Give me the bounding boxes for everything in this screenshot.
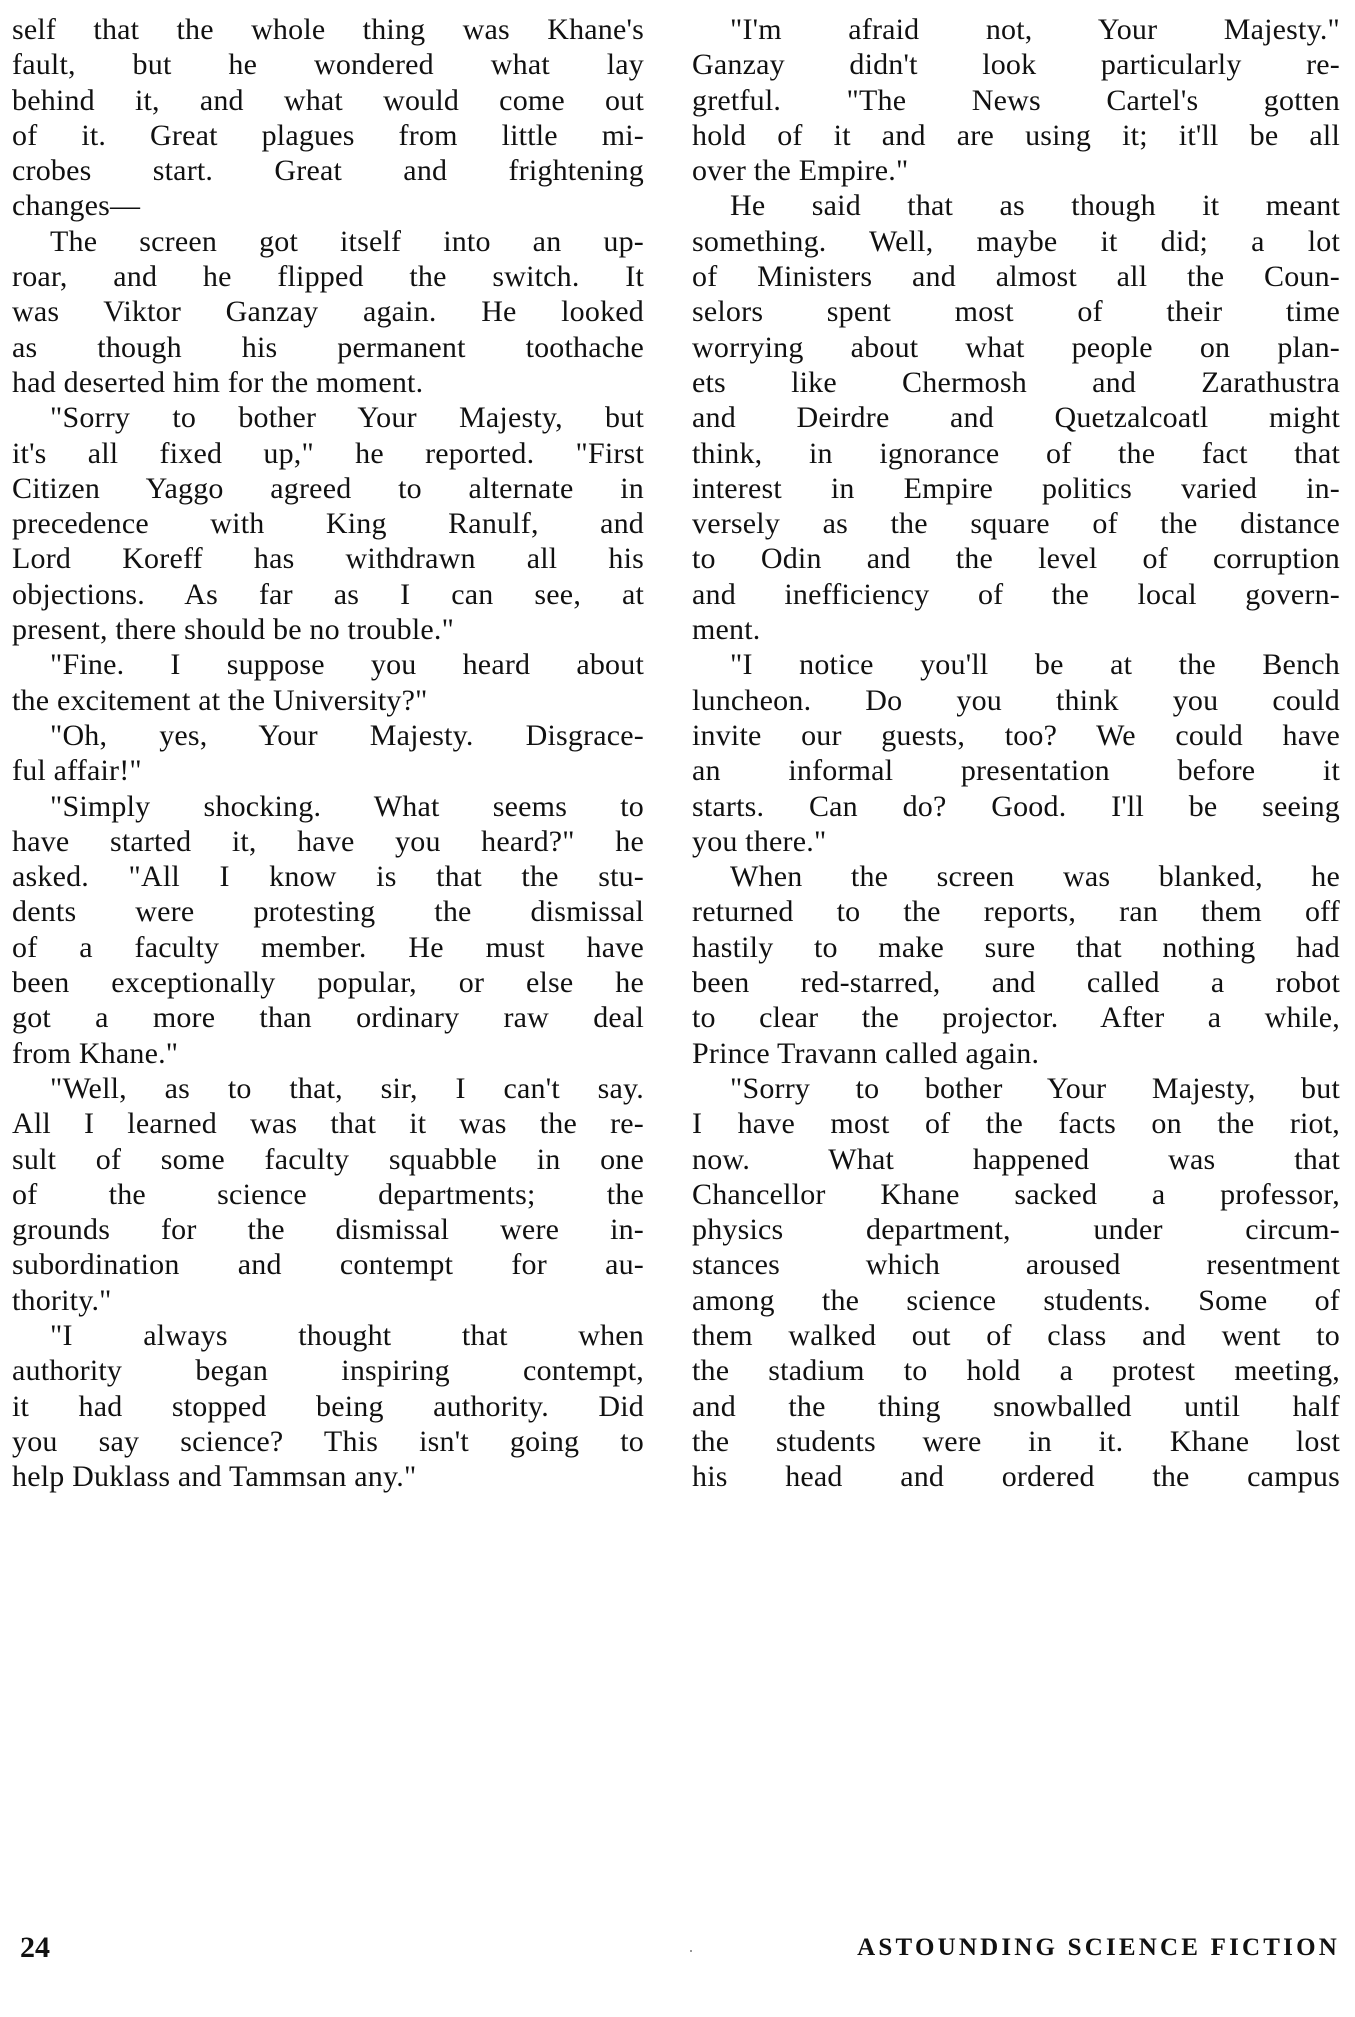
text-line: think, in ignorance of the fact that [692, 436, 1340, 470]
text-line: his head and ordered the campus [692, 1460, 1340, 1494]
left-column [12, 12, 644, 1494]
text-line: over the Empire." [692, 154, 909, 188]
text-line: Chancellor Khane sacked a professor, [692, 1177, 1340, 1211]
text-line: starts. Can do? Good. I'll be seeing [692, 789, 1340, 823]
text-line: was Viktor Ganzay again. He looked [12, 295, 644, 329]
text-line: you there." [692, 824, 827, 858]
text-line: dents were protesting the dismissal [12, 895, 644, 929]
text-line: Citizen Yaggo agreed to alternate in [12, 471, 644, 505]
text-line: the students were in it. Khane lost [692, 1424, 1340, 1458]
text-line: ets like Chermosh and Zarathustra [692, 365, 1340, 399]
text-line: asked. "All I know is that the stu- [12, 860, 644, 894]
text-line: from Khane." [12, 1036, 179, 1070]
text-line: All I learned was that it was the re- [12, 1107, 644, 1141]
text-line: of it. Great plagues from little mi- [12, 118, 644, 152]
text-line: roar, and he flipped the switch. It [12, 260, 644, 294]
text-line: the excitement at the University?" [12, 683, 428, 717]
text-line: "I notice you'll be at the Bench [730, 648, 1340, 682]
text-line: ment. [692, 613, 761, 647]
text-line: The screen got itself into an up- [50, 224, 644, 258]
page-number: 24 [20, 1931, 50, 1964]
text-line: precedence with King Ranulf, and [12, 507, 644, 541]
text-line: got a more than ordinary raw deal [12, 1001, 644, 1035]
text-line: subordination and contempt for au- [12, 1248, 644, 1282]
text-line: stances which aroused resentment [692, 1248, 1340, 1282]
text-line: ful affair!" [12, 754, 142, 788]
text-line: behind it, and what would come out [12, 83, 644, 117]
text-line: help Duklass and Tammsan any." [12, 1460, 417, 1494]
text-line: and the thing snowballed until half [692, 1389, 1340, 1423]
text-line: interest in Empire politics varied in- [692, 471, 1340, 505]
text-line: present, there should be no trouble." [12, 613, 455, 647]
text-line: "I'm afraid not, Your Majesty." [730, 13, 1340, 46]
text-line: self that the whole thing was Khane's [12, 13, 644, 46]
text-line: them walked out of class and went to [692, 1318, 1340, 1352]
text-line: now. What happened was that [692, 1142, 1340, 1176]
text-line: something. Well, maybe it did; a lot [692, 224, 1340, 258]
text-line: and inefficiency of the local govern- [692, 577, 1340, 611]
text-line: hastily to make sure that nothing had [692, 930, 1340, 964]
text-line: of Ministers and almost all the Coun- [692, 260, 1340, 294]
text-line: returned to the reports, ran them off [692, 895, 1340, 929]
text-line: have started it, have you heard?" he [12, 824, 644, 858]
text-line: gretful. "The News Cartel's gotten [692, 83, 1340, 117]
text-line: "Sorry to bother Your Majesty, but [730, 1071, 1340, 1105]
text-line: the stadium to hold a protest meeting, [692, 1354, 1340, 1388]
text-line: it's all fixed up," he reported. "First [12, 436, 644, 470]
text-line: I have most of the facts on the riot, [692, 1107, 1340, 1141]
text-line: among the science students. Some of [692, 1283, 1340, 1317]
text-line: objections. As far as I can see, at [12, 577, 644, 611]
text-line: grounds for the dismissal were in- [12, 1213, 644, 1247]
text-line: "Sorry to bother Your Majesty, but [50, 401, 644, 435]
text-line: "I always thought that when [50, 1318, 644, 1352]
text-line: authority began inspiring contempt, [12, 1354, 644, 1388]
text-line: When the screen was blanked, he [730, 860, 1340, 894]
text-line: physics department, under circum- [692, 1213, 1340, 1247]
print-speck [690, 1950, 692, 1952]
text-line: and Deirdre and Quetzalcoatl might [692, 401, 1340, 435]
text-line: "Well, as to that, sir, I can't say. [50, 1071, 644, 1105]
running-title: ASTOUNDING SCIENCE FICTION [857, 1934, 1340, 1961]
text-line: been exceptionally popular, or else he [12, 966, 644, 1000]
text-line: of the science departments; the [12, 1177, 644, 1211]
text-line: an informal presentation before it [692, 754, 1340, 788]
text-line: "Fine. I suppose you heard about [50, 648, 644, 682]
text-line: luncheon. Do you think you could [692, 683, 1340, 717]
text-line: He said that as though it meant [730, 189, 1340, 223]
text-line: had deserted him for the moment. [12, 365, 424, 399]
text-line: changes— [12, 189, 141, 223]
text-line: sult of some faculty squabble in one [12, 1142, 644, 1176]
text-line: worrying about what people on plan- [692, 330, 1340, 364]
text-line: it had stopped being authority. Did [12, 1389, 644, 1423]
text-line: hold of it and are using it; it'll be all [692, 118, 1340, 152]
text-line: selors spent most of their time [692, 295, 1340, 329]
text-line: "Simply shocking. What seems to [50, 789, 644, 823]
text-line: to Odin and the level of corruption [692, 542, 1340, 576]
text-line: thority." [12, 1283, 112, 1317]
text-line: versely as the square of the distance [692, 507, 1340, 541]
text-line: Lord Koreff has withdrawn all his [12, 542, 644, 576]
text-line: been red-starred, and called a robot [692, 966, 1340, 1000]
text-line: to clear the projector. After a while, [692, 1001, 1340, 1035]
text-line: "Oh, yes, Your Majesty. Disgrace- [50, 718, 644, 752]
text-line: Ganzay didn't look particularly re- [692, 48, 1340, 82]
text-line: crobes start. Great and frightening [12, 154, 644, 188]
text-line: of a faculty member. He must have [12, 930, 644, 964]
right-column [692, 12, 1340, 1494]
text-line: fault, but he wondered what lay [12, 48, 644, 82]
text-line: you say science? This isn't going to [12, 1424, 644, 1458]
text-line: Prince Travann called again. [692, 1036, 1040, 1070]
text-line: as though his permanent toothache [12, 330, 644, 364]
text-line: invite our guests, too? We could have [692, 718, 1340, 752]
